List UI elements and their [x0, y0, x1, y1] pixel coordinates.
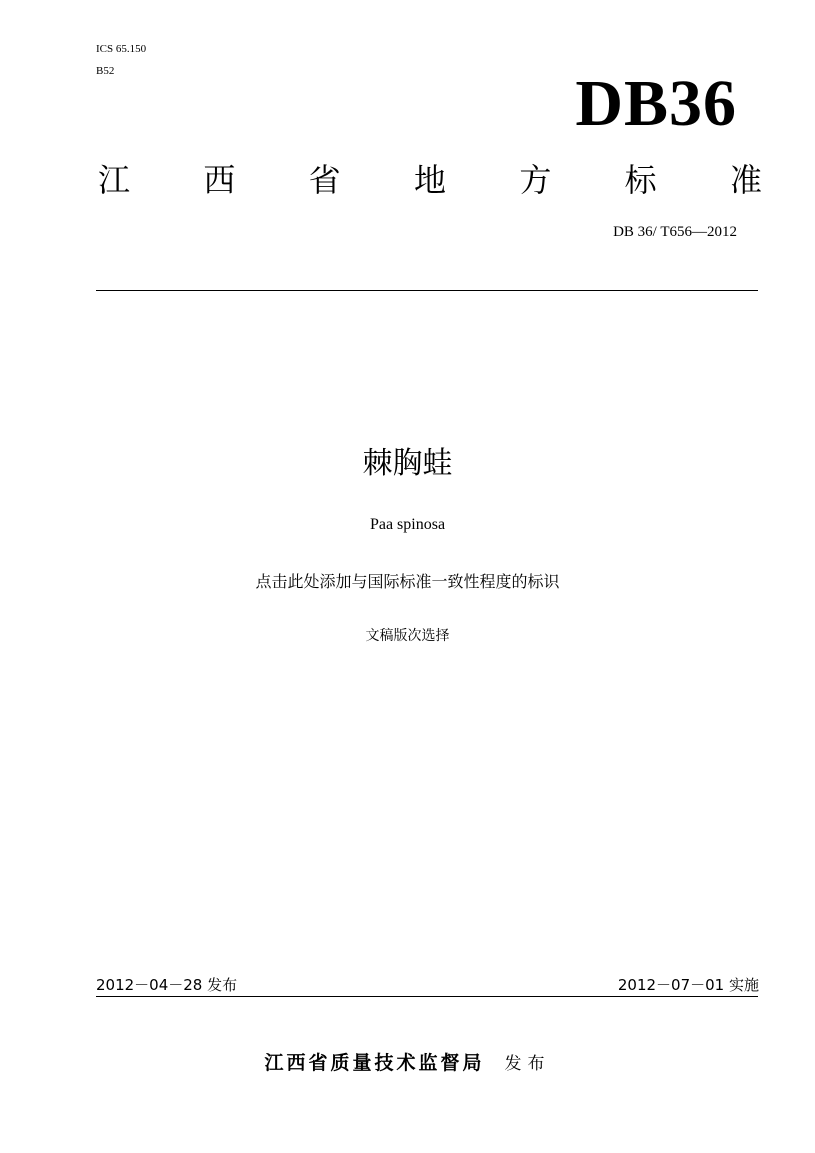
issue-label: 发布 [504, 1054, 551, 1074]
title-char: 方 [519, 161, 552, 199]
standard-number: DB 36/ T656—2012 [613, 224, 737, 240]
classification-code: B52 [96, 65, 115, 77]
ics-code: ICS 65.150 [96, 43, 147, 55]
title-char: 准 [729, 161, 762, 199]
title-char: 地 [413, 161, 446, 199]
footer-divider [96, 996, 758, 997]
document-title-cn: 棘胸蛙 [362, 446, 453, 481]
standard-category-title [98, 158, 762, 202]
draft-version-selector[interactable]: 文稿版次选择 [365, 628, 450, 644]
document-title-en: Paa spinosa [369, 516, 446, 533]
db-mark: DB36 [575, 67, 737, 140]
title-char: 省 [308, 161, 341, 199]
publish-date: 2012－04－28 发布 [96, 976, 238, 994]
issuer-name: 江西省质量技术监督局 [264, 1052, 485, 1074]
implement-date: 2012－07－01 实施 [617, 976, 759, 994]
header-divider [96, 290, 758, 291]
title-char: 江 [98, 161, 131, 199]
title-char: 标 [624, 161, 657, 199]
issuer-line [0, 1050, 815, 1077]
title-char: 西 [203, 161, 236, 199]
consistency-placeholder[interactable]: 点击此处添加与国际标准一致性程度的标识 [255, 572, 560, 591]
